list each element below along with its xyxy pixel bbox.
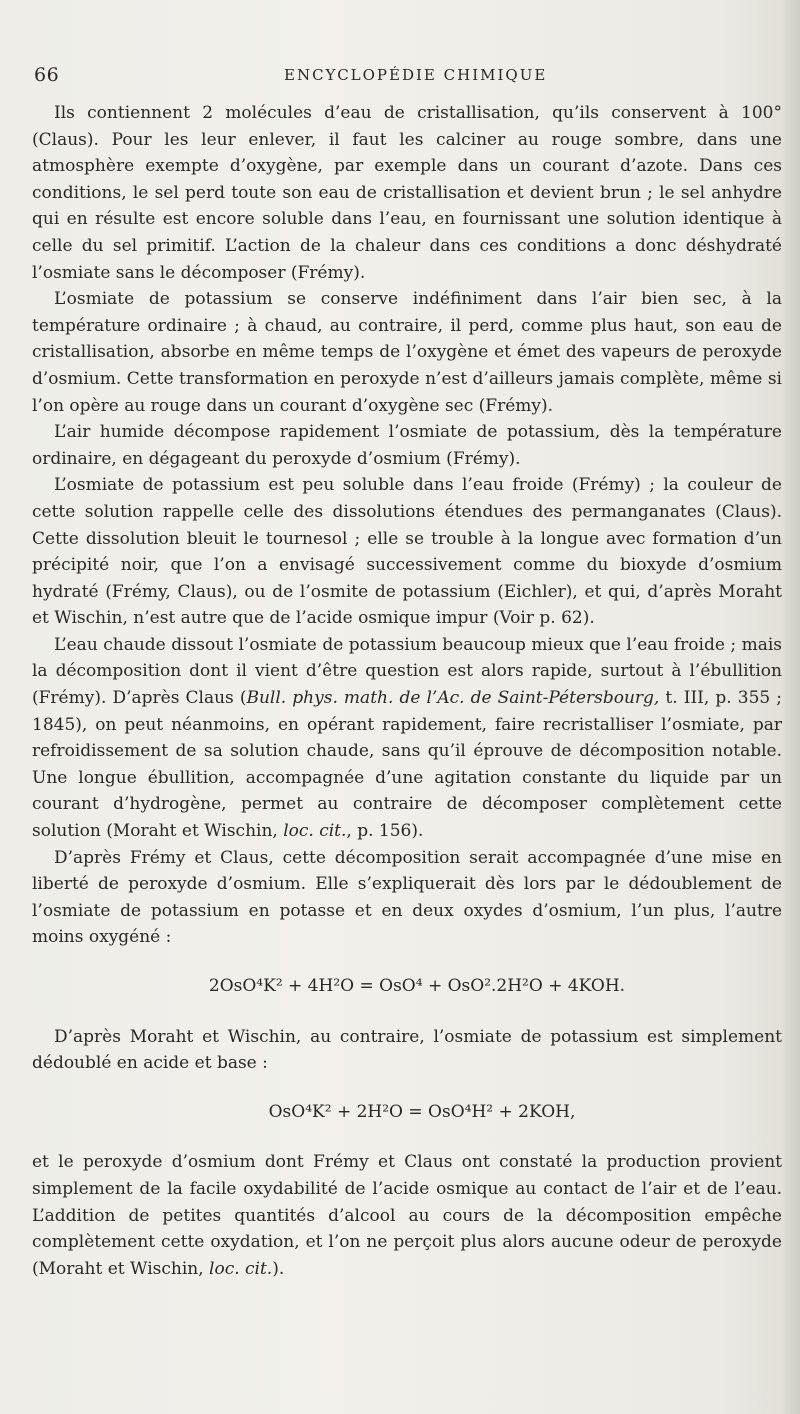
paragraph-2: L’osmiate de potassium se conserve indéfiniment dans l’air bien sec, à la température ordinaire ; à chaud, au contraire, il perd, comme plus haut, son eau de cristallisation, absorbe en même temps de l’oxygène et émet des vapeurs de peroxyde d’osmium. Cette transformation en peroxyde n’est d’ailleurs jamais complète, même si l’on opère au rouge dans un courant d’oxygène sec (Frémy).	[32, 289, 782, 416]
paragraph-6: D’après Frémy et Claus, cette décomposition serait accompagnée d’une mise en liberté de peroxyde d’osmium. Elle s’expliquerait dès lors par le dédoublement de l’osmiate de potassium en potasse et en deux oxydes d’osmium, l’un plus, l’autre moins oxygéné :	[32, 847, 782, 948]
paragraph-4: L’osmiate de potassium est peu soluble dans l’eau froide (Frémy) ; la couleur de cette solution rappelle celle des dissolutions étendues des permanganates (Claus). Cette dissolution bleuit le tournesol ; elle se trouble à la longue avec formation d’un précipité noir, que l’on a envisagé successivement comme du bioxyde d’osmium hydraté (Frémy, Claus), ou de l’osmite de potassium (Eichler), et qui, d’après Moraht et Wischin, n’est autre que de l’acide osmique impur (Voir p. 62).	[32, 475, 782, 629]
paragraph-1: Ils contiennent 2 molécules d’eau de cristallisation, qu’ils conservent à 100° (Claus). Pour les leur enlever, il faut les calciner au rouge sombre, dans une atmosphère exempte d’oxygène, par exemple dans un courant d’azote. Dans ces conditions, le sel perd toute son eau de cristallisation et devient brun ; le sel anhydre qui en résulte est encore soluble dans l’eau, en fournissant une solution identique à celle du sel primitif. L’action de la chaleur dans ces conditions a donc déshydraté l’osmiate sans le décomposer (Frémy).	[32, 103, 782, 283]
page-edge-shadow	[782, 0, 800, 1414]
paragraph-5-text-a: L’eau chaude dissout l’osmiate de potassium beaucoup mieux que l’eau froide ; mais la décomposition dont il vient d’être question est alors rapide, surtout à l’ébullition (Frémy). D’après Claus (	[32, 634, 782, 709]
equation-2: OsO⁴K² + 2H²O = OsO⁴H² + 2KOH,	[268, 1101, 576, 1122]
paragraph-8-loc-cit: loc. cit.	[209, 1258, 273, 1279]
equation-1: 2OsO⁴K² + 4H²O = OsO⁴ + OsO².2H²O + 4KOH.	[208, 976, 626, 996]
paragraph-8-text: et le peroxyde d’osmium dont Frémy et Claus ont constaté la production provient simplement de la facile oxydabilité de l’acide osmique au contact de l’air et de l’eau. L’addition de petites quantités d’alcool au cours de la décomposition empêche complètement cette oxydation, et l’on ne perçoit plus alors aucune odeur de peroxyde (Moraht et Wischin,	[32, 1152, 782, 1279]
paragraph-8	[32, 1149, 782, 1282]
paragraph-5	[32, 632, 782, 845]
body-text	[32, 100, 782, 1282]
paragraph-7: D’après Moraht et Wischin, au contraire, l’osmiate de potassium est simplement dédoublé en acide et base :	[32, 1026, 782, 1074]
paragraph-5-text-b: t. III, p. 355 ; 1845), on peut néanmoins, en opérant rapidement, faire recristalliser l’osmiate, par refroidissement de sa solution chaude, sans qu’il éprouve de décomposition notable. Une longue ébullition, accompagnée d’une agitation constante du liquide par un courant d’hydrogène, permet au contraire de décomposer complètement cette solution (Moraht et Wischin,	[32, 688, 783, 842]
page-header	[34, 64, 780, 90]
page-number: 66	[34, 64, 60, 86]
running-title: ENCYCLOPÉDIE CHIMIQUE	[284, 66, 548, 84]
paragraph-5-loc-cit: loc. cit.	[283, 821, 347, 842]
paragraph-5-text-c: , p. 156).	[346, 821, 424, 842]
paragraph-5-citation: Bull. phys. math. de l’Ac. de Saint-Pétersbourg,	[246, 688, 660, 709]
paragraph-3: L’air humide décompose rapidement l’osmiate de potassium, dès la température ordinaire, en dégageant du peroxyde d’osmium (Frémy).	[32, 422, 782, 469]
paragraph-8-end: ).	[272, 1258, 285, 1279]
